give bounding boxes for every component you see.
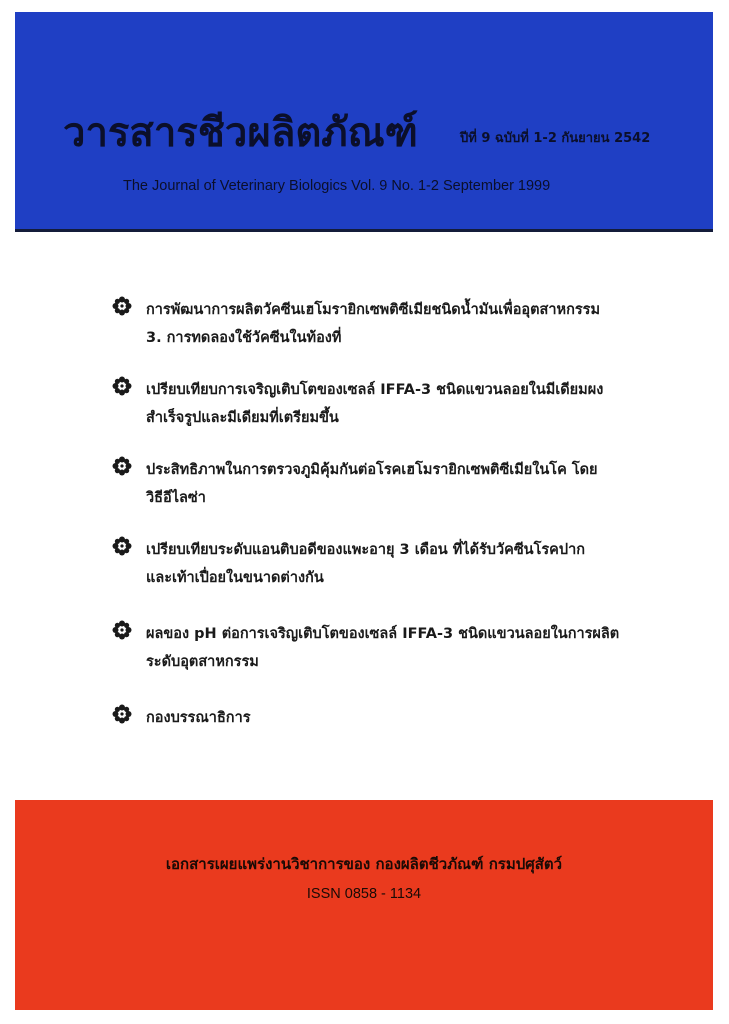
contents-item-line: การพัฒนาการผลิตวัคซีนเฮโมรายิกเซพติซีเมียชนิดน้ำมันเพื่ออุตสาหกรรม (146, 302, 601, 318)
contents-item-line: เปรียบเทียบระดับแอนติบอดีของแพะอายุ 3 เดือน ที่ได้รับวัคซีนโรคปาก (146, 542, 585, 558)
journal-title-english: The Journal of Veterinary Biologics Vol. 9 No. 1-2 September 1999 (123, 178, 551, 194)
contents-item-line: สำเร็จรูปและมีเดียมที่เตรียมขึ้น (146, 410, 339, 426)
contents-item-line: กองบรรณาธิการ (146, 710, 251, 726)
contents-item-line: ระดับอุตสาหกรรม (146, 654, 259, 670)
issue-info-thai: ปีที่ 9 ฉบับที่ 1-2 กันยายน 2542 (460, 131, 651, 146)
contents-item-line: เปรียบเทียบการเจริญเติบโตของเซลล์ IFFA-3 ชนิดแขวนลอยในมีเดียมผง (146, 382, 604, 398)
flower-bullet-icon (112, 296, 132, 316)
flower-bullet-icon (112, 704, 132, 724)
footer-band (15, 800, 713, 1010)
contents-item-line: วิธีอีไลซ่า (146, 490, 206, 506)
contents-item-line: ประสิทธิภาพในการตรวจภูมิคุ้มกันต่อโรคเฮโมรายิกเซพติซีเมียในโค โดย (146, 462, 598, 478)
flower-bullet-icon (112, 376, 132, 396)
flower-bullet-icon (112, 620, 132, 640)
publisher-line: เอกสารเผยแพร่งานวิชาการของ กองผลิตชีวภัณฑ์ กรมปศุสัตว์ (165, 855, 563, 873)
contents-item-line: 3. การทดลองใช้วัคซีนในท้องที่ (146, 330, 342, 346)
flower-bullet-icon (112, 536, 132, 556)
journal-title-thai: วารสารชีวผลิตภัณฑ์ (63, 109, 418, 156)
contents-item-line: ผลของ pH ต่อการเจริญเติบโตของเซลล์ IFFA-3 ชนิดแขวนลอยในการผลิต (146, 626, 620, 642)
flower-bullet-icon (112, 456, 132, 476)
header-band (15, 12, 713, 232)
contents-item-line: และเท้าเปื่อยในขนาดต่างกัน (146, 570, 324, 586)
issn-number: ISSN 0858 - 1134 (306, 886, 422, 902)
